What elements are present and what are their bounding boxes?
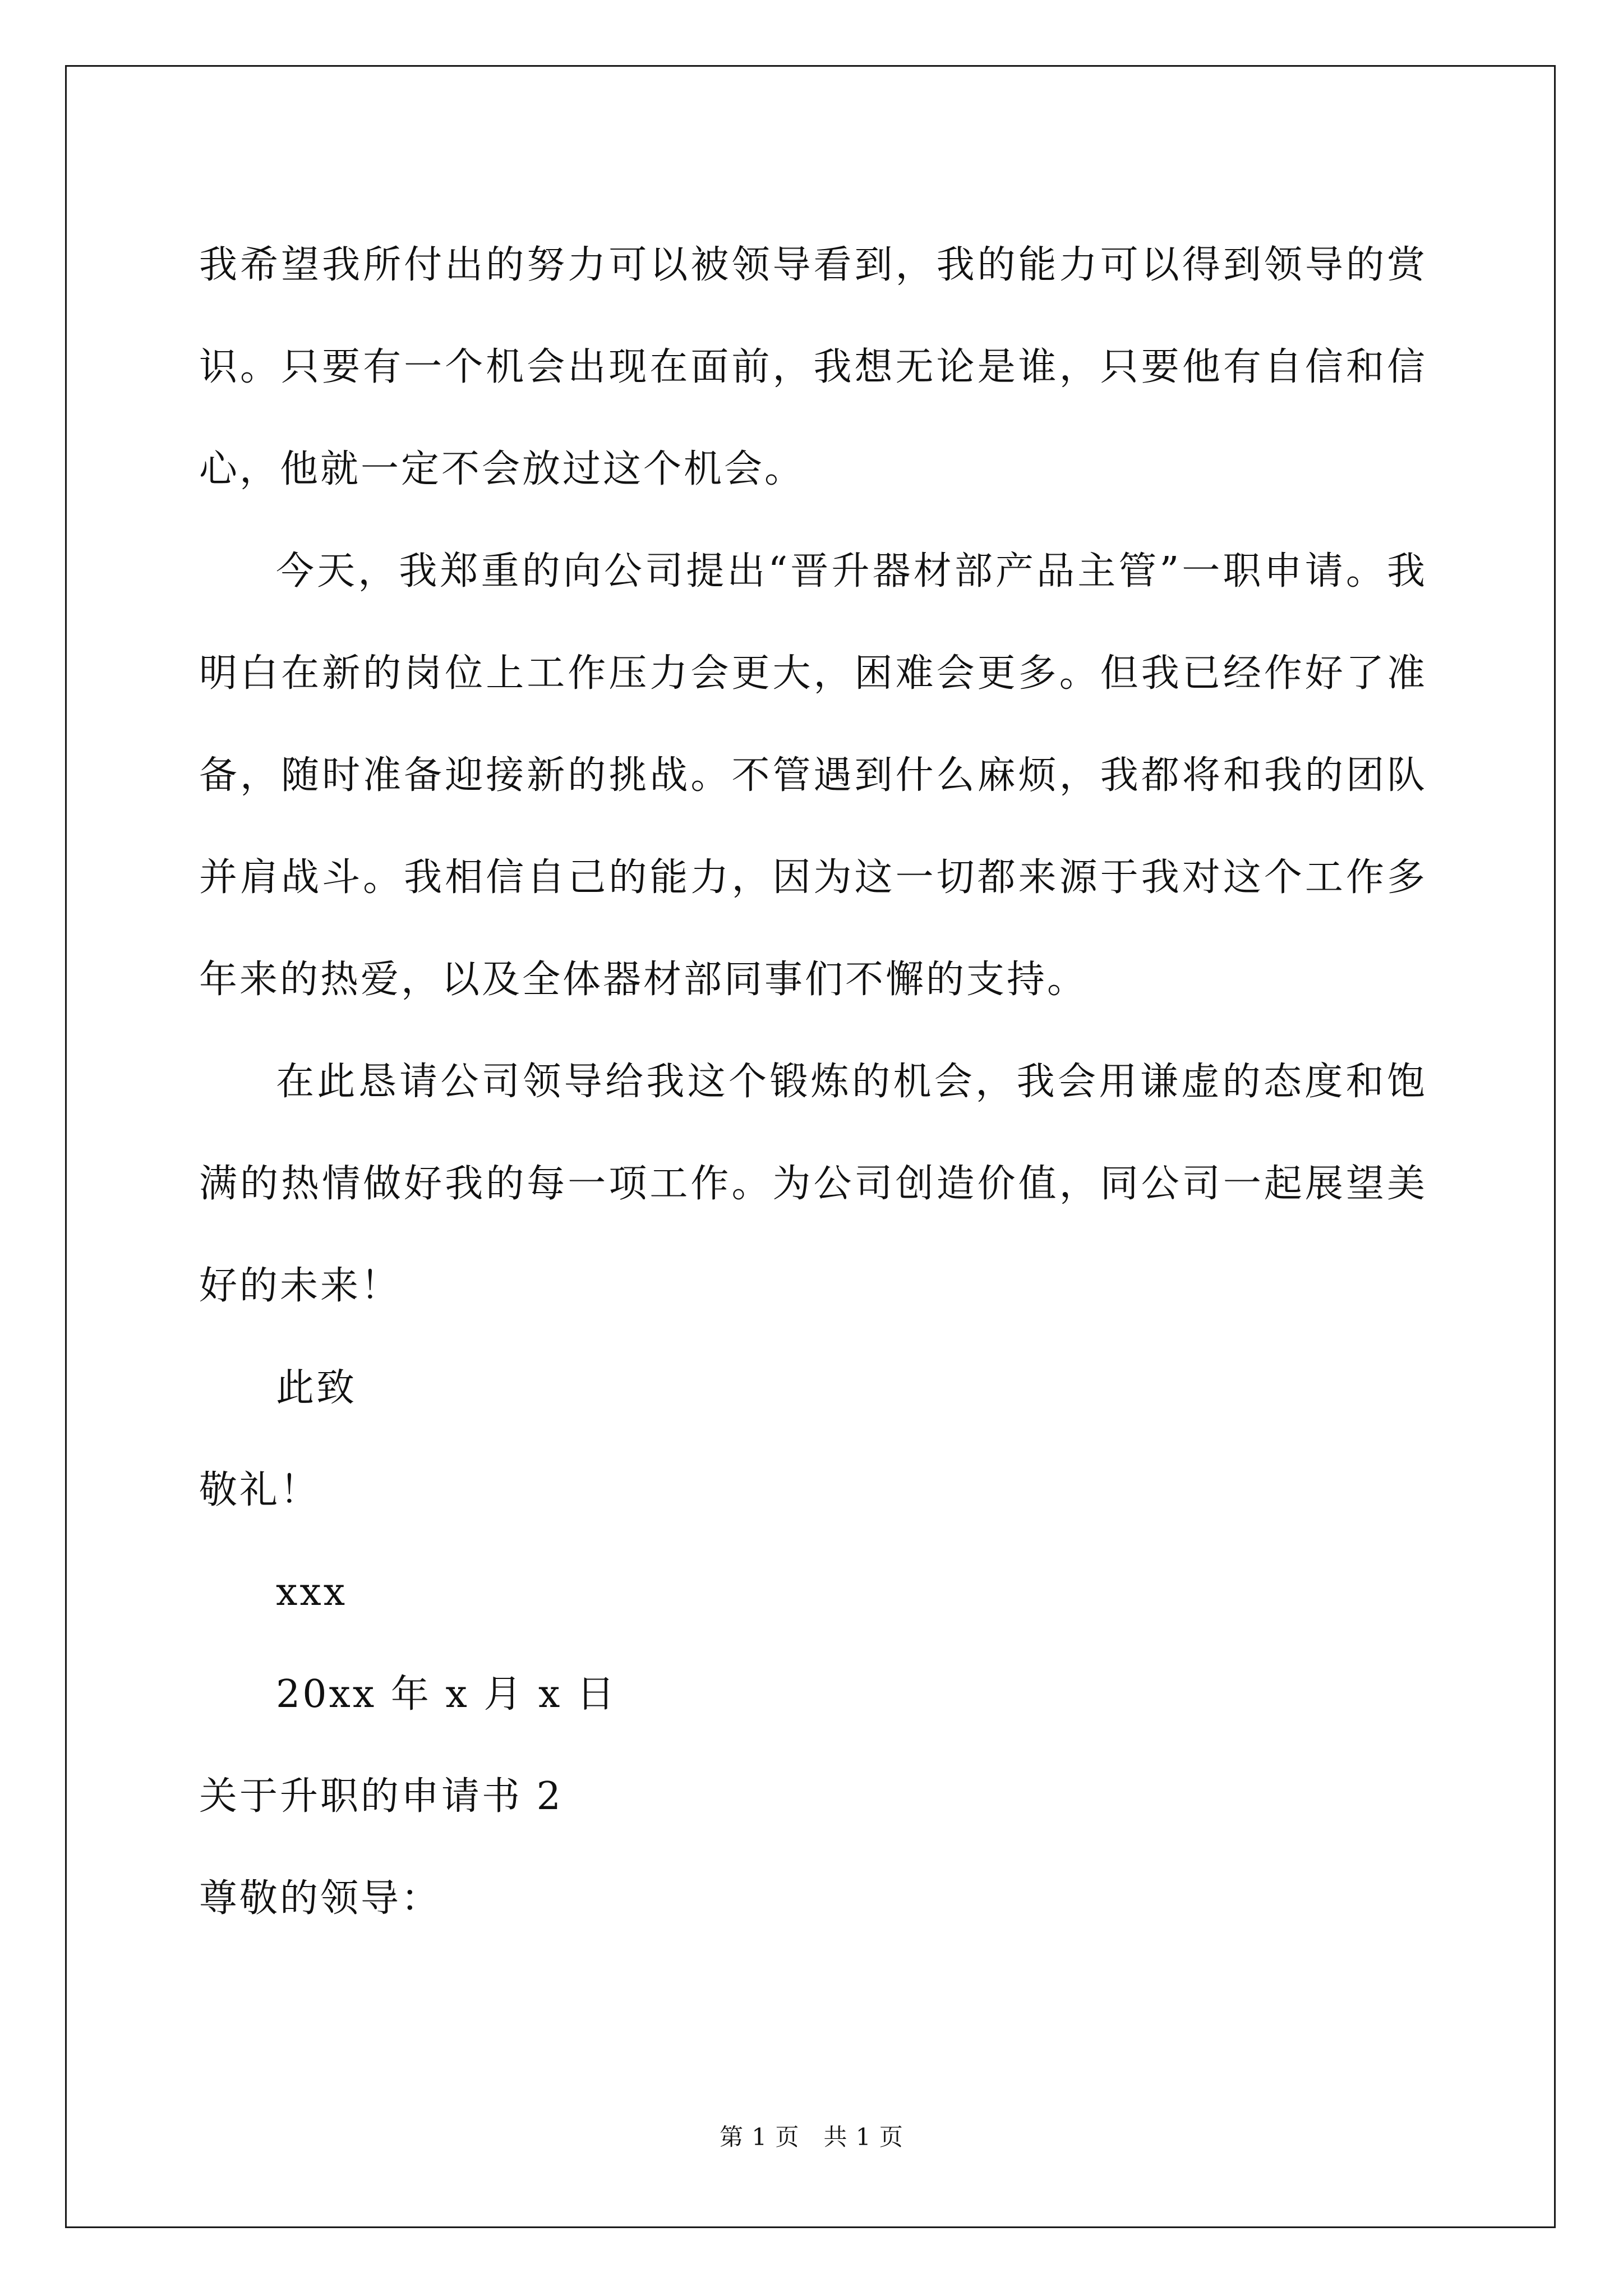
closing-line: 此致 [276, 1366, 357, 1410]
paragraph-1: 我希望我所付出的努力可以被领导看到，我的能力可以得到领导的赏识。只要有一个机会出现在面前，我想无论是谁，只要他有自信和信心，他就一定不会放过这个机会。 [199, 243, 1427, 491]
paragraph-2: 今天，我郑重的向公司提出“晋升器材部产品主管”一职申请。我明白在新的岗位上工作压力会更大，困难会更多。但我已经作好了准备，随时准备迎接新的挑战。不管遇到什么麻烦，我都将和我的团队并肩战斗。我相信自己的能力，因为这一切都来源于我对这个工作多年来的热爱，以及全体器材部同事们不懈的支持。 [199, 549, 1427, 1002]
date-line: 20xx 年 x 月 x 日 [276, 1672, 617, 1717]
document-body [199, 214, 1427, 1950]
next-letter-title: 关于升职的申请书 2 [199, 1774, 563, 1819]
page-number: 第 1 页 共 1 页 [720, 2123, 903, 2151]
paragraph-3: 在此恳请公司领导给我这个锻炼的机会，我会用谦虚的态度和饱满的热情做好我的每一项工作。为公司创造价值，同公司一起展望美好的未来！ [199, 1060, 1427, 1308]
salute-line: 敬礼！ [199, 1468, 321, 1512]
signature: xxx [276, 1570, 348, 1614]
next-letter-greeting: 尊敬的领导： [199, 1876, 442, 1921]
